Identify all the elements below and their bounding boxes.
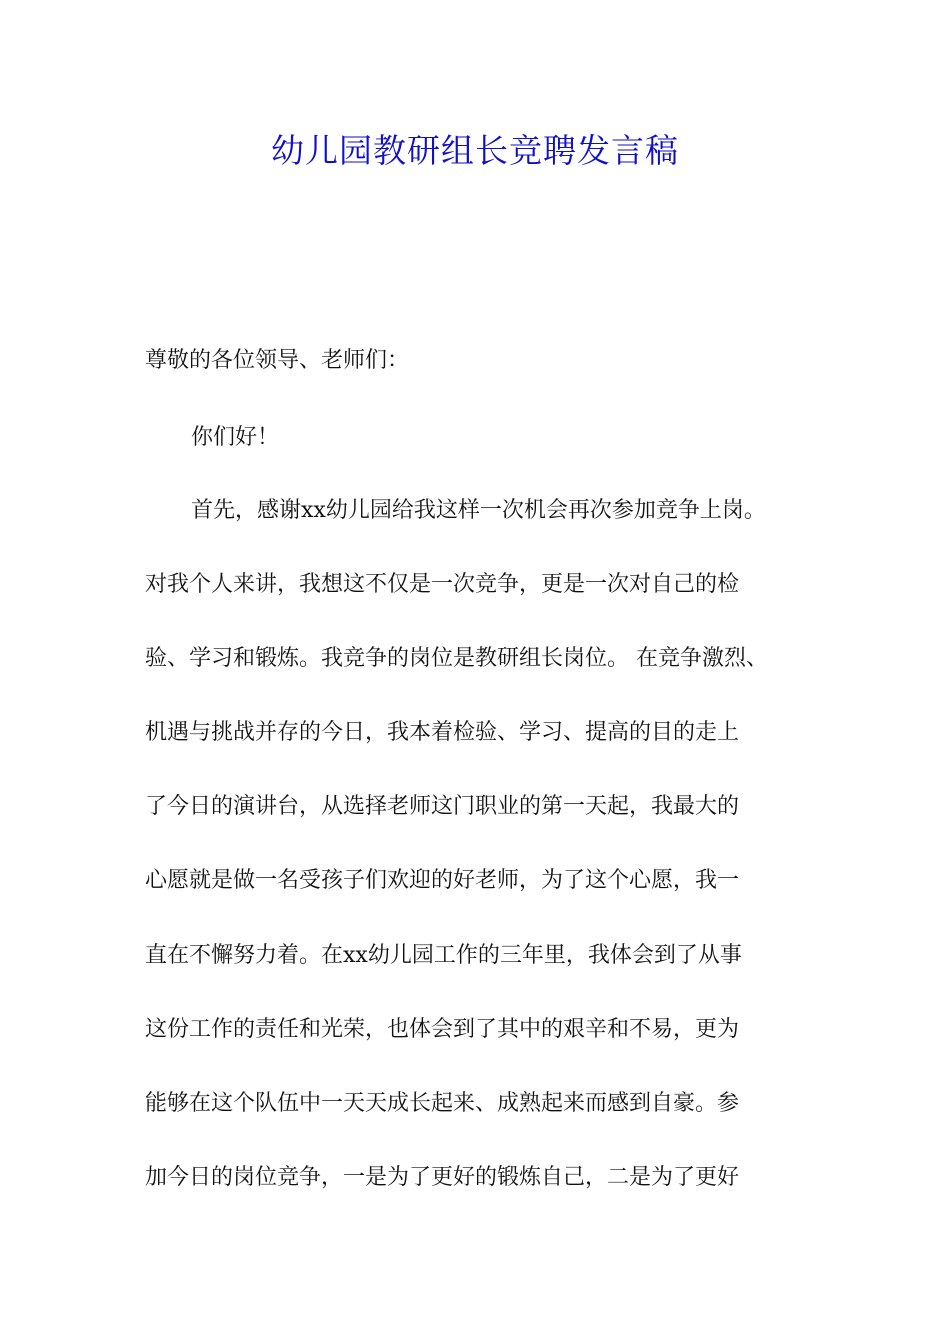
paragraph-line: 对我个人来讲，我想这不仅是一次竞争，更是一次对自己的检 [145,572,740,597]
paragraph-line: 加今日的岗位竞争，一是为了更好的锻炼自己，二是为了更好 [145,1165,740,1190]
paragraph-line: 直在不懈努力着。在xx幼儿园工作的三年里，我体会到了从事 [145,943,742,968]
paragraph-line: 机遇与挑战并存的今日，我本着检验、学习、提高的目的走上 [145,720,740,745]
paragraph-line: 这份工作的责任和光荣，也体会到了其中的艰辛和不易，更为 [145,1017,740,1042]
paragraph-line: 能够在这个队伍中一天天成长起来、成熟起来而感到自豪。参 [145,1091,740,1116]
paragraph-line: 首先，感谢xx幼儿园给我这样一次机会再次参加竞争上岗。 [191,498,766,523]
paragraph-line: 了今日的演讲台，从选择老师这门职业的第一天起，我最大的 [145,794,740,819]
paragraph-line: 验、学习和锻炼。我竞争的岗位是教研组长岗位。 在竞争激烈、 [145,646,768,671]
document-title: 幼儿园教研组长竞聘发言稿 [271,131,679,170]
paragraph-line: 心愿就是做一名受孩子们欢迎的好老师，为了这个心愿，我一 [145,868,740,893]
greeting: 你们好！ [191,425,280,450]
salutation: 尊敬的各位领导、老师们： [145,348,410,373]
